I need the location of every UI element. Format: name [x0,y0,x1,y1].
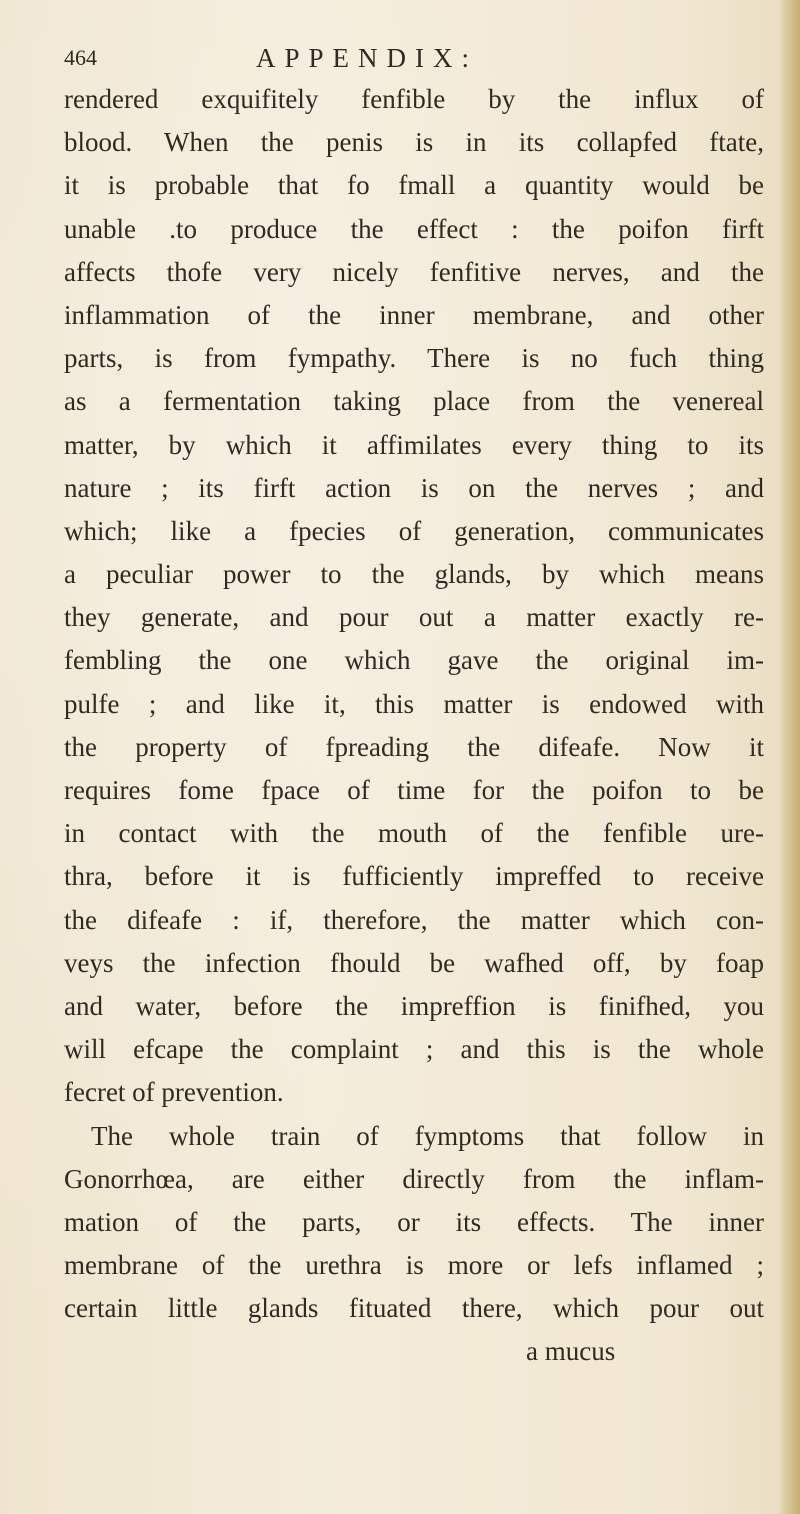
text-line: it is probable that fo fmall a quantity would be [64,170,764,201]
text-line: blood. When the penis is in its collapfed ftate, [64,127,764,158]
text-line: requires fome fpace of time for the poifon to be [64,775,764,805]
text-line: Gonorrhœa, are either directly from the inflam- [64,1163,764,1194]
text-line: fembling the one which gave the original im- [64,645,764,676]
text-line: as a fermentation taking place from the venereal [64,386,764,417]
catchword: a mucus [526,1336,616,1367]
text-line: the difeafe : if, therefore, the matter which con- [64,904,764,935]
text-line: The whole train of fymptoms that follow in [91,1120,764,1151]
text-line: affects thofe very nicely fenfitive nerves, and the [64,256,764,287]
text-line: pulfe ; and like it, this matter is endowed with [64,688,764,719]
page-number: 464 [64,45,97,70]
text-line: fecret of prevention. [64,1077,284,1108]
text-line: thra, before it is fufficiently impreffed to receive [64,861,764,892]
text-line: matter, by which it affimilates every thing to its [64,429,764,460]
running-head: APPENDIX: [256,43,479,73]
text-line: nature ; its firft action is on the nerves ; and [64,472,764,503]
text-line: mation of the parts, or its effects. The inner [64,1206,764,1237]
text-line: in contact with the mouth of the fenfible ure- [64,818,764,849]
text-line: membrane of the urethra is more or lefs inflamed ; [64,1250,764,1281]
text-line: certain little glands fituated there, which pour out [64,1293,764,1324]
text-line: parts, is from fympathy. There is no fuch thing [64,343,764,374]
text-line: will efcape the complaint ; and this is the whole [64,1034,764,1065]
text-line: a peculiar power to the glands, by which means [64,559,764,590]
text-line: rendered exquifitely fenfible by the influx of [64,84,764,114]
text-line: they generate, and pour out a matter exactly re- [64,602,764,633]
text-line: and water, before the impreffion is finifhed, you [64,990,764,1021]
text-line: inflammation of the inner membrane, and other [64,299,764,330]
text-line: veys the infection fhould be wafhed off, by foap [64,947,764,978]
text-line: unable .to produce the effect : the poifon firft [64,213,764,244]
text-line: which; like a fpecies of generation, communicates [64,515,764,546]
text-line: the property of fpreading the difeafe. Now it [64,731,764,762]
body-text [64,78,764,1374]
page-edge-shadow [778,0,800,1514]
